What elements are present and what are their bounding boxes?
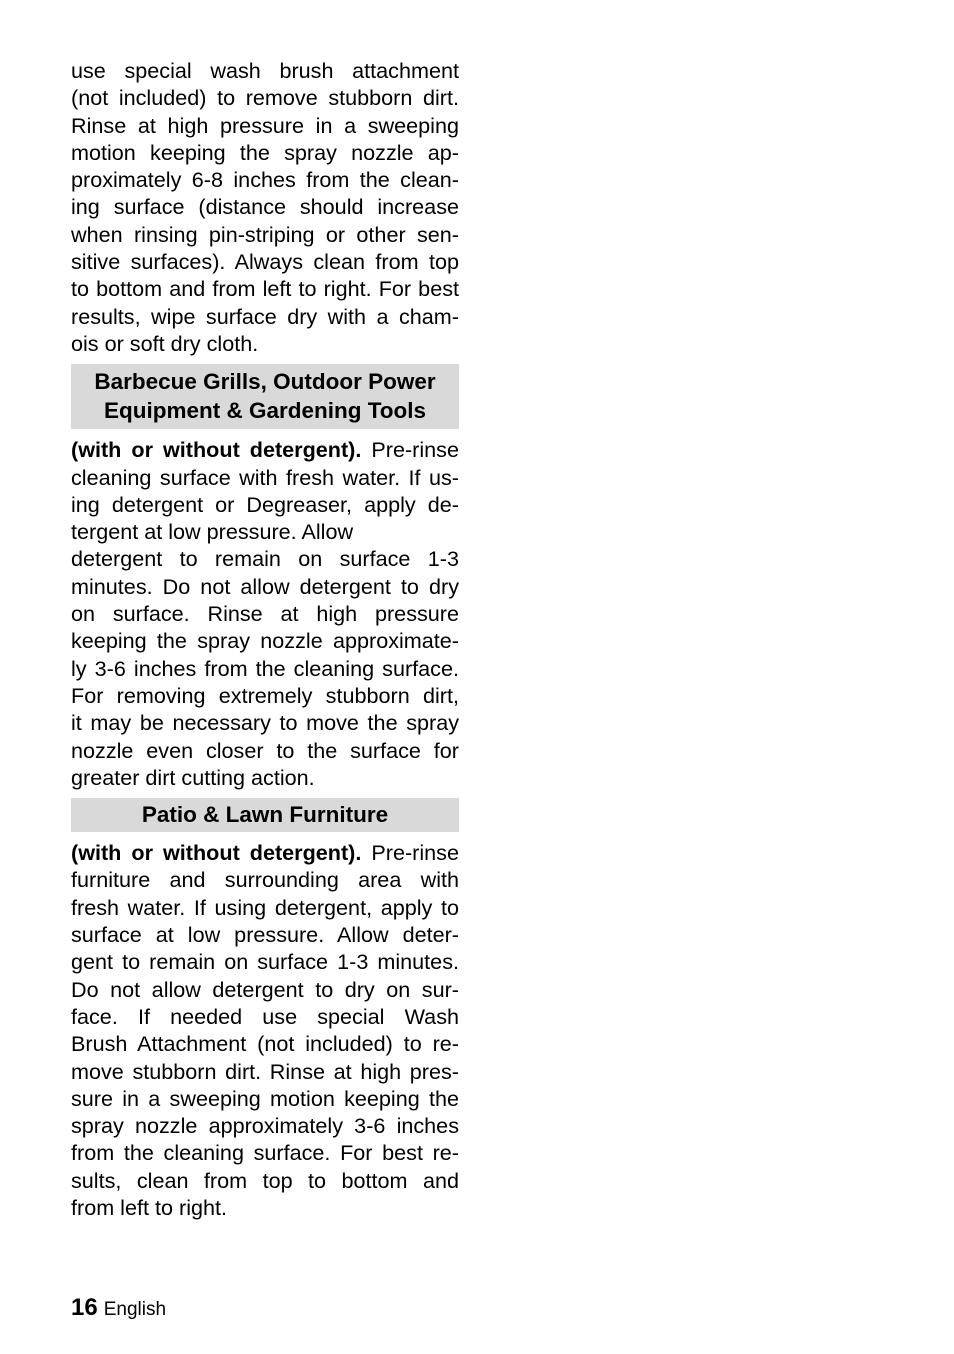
section-heading-line: Equipment & Gardening Tools (103, 398, 427, 424)
paragraph-line (71, 436, 459, 463)
paragraph-line: keeping the spray nozzle approximate- (71, 628, 459, 654)
paragraph-line: spray nozzle approximately 3-6 inches (71, 1113, 459, 1139)
paragraph-line: detergent to remain on surface 1-3 (71, 546, 459, 572)
paragraph-line: motion keeping the spray nozzle ap- (71, 139, 459, 165)
section-heading-line: Patio & Lawn Furniture (141, 802, 389, 828)
page-number: 16 (71, 1294, 98, 1321)
paragraph-wash-rinse (71, 57, 459, 357)
paragraph-line: nozzle even closer to the surface for (71, 737, 459, 763)
paragraph-line: cleaning surface with fresh water. If us- (71, 464, 459, 490)
paragraph-line: fresh water. If using detergent, apply to (71, 894, 459, 920)
paragraph-line: For removing extremely stubborn dirt, (71, 682, 459, 708)
paragraph-line: (not included) to remove stubborn dirt. (71, 85, 459, 111)
paragraph-line: sults, clean from top to bottom and (71, 1167, 459, 1193)
paragraph-line: minutes. Do not allow detergent to dry (71, 573, 459, 599)
language-label: English (103, 1299, 167, 1320)
section-heading-patio (71, 798, 459, 832)
paragraph-line: from the cleaning surface. For best re- (71, 1140, 459, 1166)
paragraph-line: sure in a sweeping motion keeping the (71, 1085, 459, 1111)
lead-continuation: Pre-rinse (361, 840, 459, 866)
paragraph-barbecue (71, 436, 459, 791)
paragraph-line: to bottom and from left to right. For best (71, 276, 459, 302)
paragraph-line: ing detergent or Degreaser, apply de- (71, 491, 459, 517)
text-column (71, 57, 459, 1221)
paragraph-line: ing surface (distance should increase (71, 194, 459, 220)
paragraph-line: sitive surfaces). Always clean from top (71, 249, 459, 275)
paragraph-line: proximately 6-8 inches from the clean- (71, 167, 459, 193)
paragraph-line: face. If needed use special Wash (71, 1003, 459, 1029)
paragraph-line: ly 3-6 inches from the cleaning surface. (71, 655, 459, 681)
paragraph-line (71, 839, 459, 866)
paragraph-line: it may be necessary to move the spray (71, 710, 459, 736)
paragraph-line: Rinse at high pressure in a sweeping (71, 112, 459, 138)
paragraph-line: ois or soft dry cloth. (71, 330, 259, 356)
bold-lead: (with or without detergent). (71, 437, 362, 463)
paragraph-line: use special wash brush attachment (71, 58, 459, 83)
section-heading-line: Barbecue Grills, Outdoor Power (94, 369, 436, 395)
paragraph-line: from left to right. (71, 1194, 228, 1220)
paragraph-line: greater dirt cutting action. (71, 764, 315, 790)
lead-continuation: Pre-rinse (361, 437, 459, 463)
bold-lead: (with or without detergent). (71, 840, 362, 866)
section-heading-barbecue (71, 364, 459, 429)
paragraph-patio (71, 839, 459, 1221)
paragraph-line: tergent at low pressure. Allow (71, 519, 354, 545)
paragraph-line: furniture and surrounding area with (71, 867, 459, 893)
paragraph-line: results, wipe surface dry with a cham- (71, 303, 459, 329)
paragraph-line: on surface. Rinse at high pressure (71, 601, 459, 627)
page-footer (71, 1294, 166, 1322)
paragraph-line: gent to remain on surface 1-3 minutes. (71, 949, 459, 975)
paragraph-line: Do not allow detergent to dry on sur- (71, 976, 459, 1002)
paragraph-line: when rinsing pin-striping or other sen- (71, 221, 459, 247)
paragraph-line: surface at low pressure. Allow deter- (71, 922, 459, 948)
paragraph-line: move stubborn dirt. Rinse at high pres- (71, 1058, 459, 1084)
paragraph-line: Brush Attachment (not included) to re- (71, 1031, 459, 1057)
